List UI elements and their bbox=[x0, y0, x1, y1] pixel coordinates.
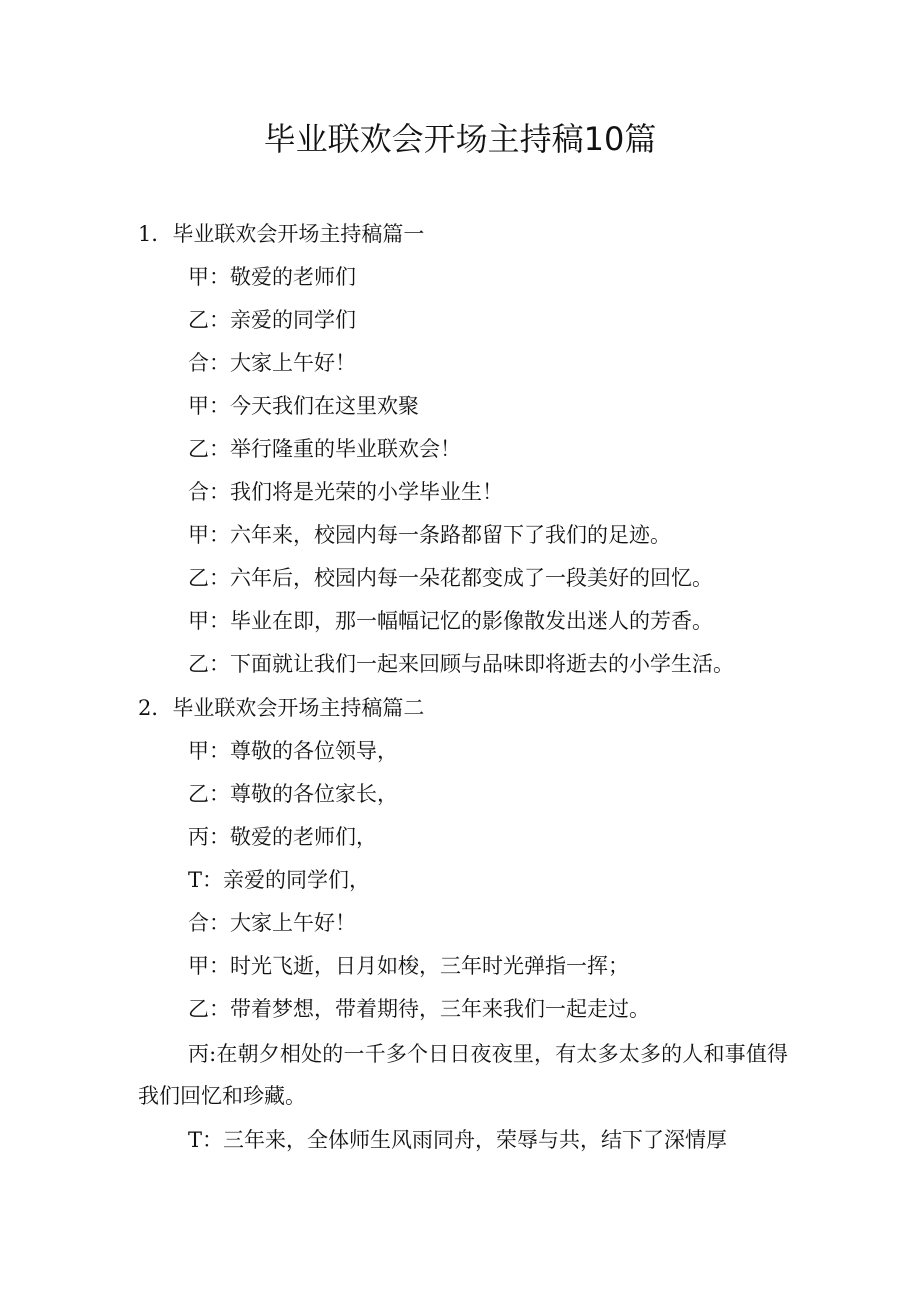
dialogue-line: 甲：六年来，校园内每一条路都留下了我们的足迹。 bbox=[188, 523, 671, 547]
dialogue-line: 乙：带着梦想，带着期待，三年来我们一起走过。 bbox=[188, 997, 650, 1021]
document-title: 毕业联欢会开场主持稿10篇 bbox=[263, 120, 657, 158]
dialogue-line: 乙：举行隆重的毕业联欢会！ bbox=[188, 437, 461, 461]
dialogue-line: 合：我们将是光荣的小学毕业生！ bbox=[188, 480, 503, 504]
dialogue-line: 甲：时光飞逝，日月如梭，三年时光弹指一挥； bbox=[188, 954, 629, 978]
dialogue-line: 乙：下面就让我们一起来回顾与品味即将逝去的小学生活。 bbox=[188, 652, 734, 676]
dialogue-line: T：亲爱的同学们， bbox=[188, 868, 371, 892]
dialogue-line: 甲：今天我们在这里欢聚 bbox=[188, 394, 419, 418]
document-body bbox=[138, 212, 788, 1163]
section-heading: 1．毕业联欢会开场主持稿篇一 bbox=[138, 222, 425, 246]
dialogue-line: 乙：亲爱的同学们 bbox=[188, 308, 356, 332]
dialogue-line: 合：大家上午好！ bbox=[188, 351, 356, 375]
dialogue-line: 乙：六年后，校园内每一朵花都变成了一段美好的回忆。 bbox=[188, 566, 713, 590]
dialogue-line: 甲：尊敬的各位领导， bbox=[188, 739, 398, 763]
dialogue-paragraph: 丙:在朝夕相处的一千多个日日夜夜里，有太多太多的人和事值得我们回忆和珍藏。 bbox=[138, 1042, 788, 1108]
dialogue-line: 乙：尊敬的各位家长， bbox=[188, 782, 398, 806]
dialogue-line: 甲：敬爱的老师们 bbox=[188, 265, 356, 289]
dialogue-line: 甲：毕业在即，那一幅幅记忆的影像散发出迷人的芳香。 bbox=[188, 609, 713, 633]
dialogue-line: 丙：敬爱的老师们， bbox=[188, 825, 377, 849]
section-heading: 2．毕业联欢会开场主持稿篇二 bbox=[138, 696, 425, 720]
dialogue-line: 合：大家上午好！ bbox=[188, 911, 356, 935]
dialogue-paragraph: T：三年来，全体师生风雨同舟，荣辱与共，结下了深情厚 bbox=[188, 1128, 728, 1152]
